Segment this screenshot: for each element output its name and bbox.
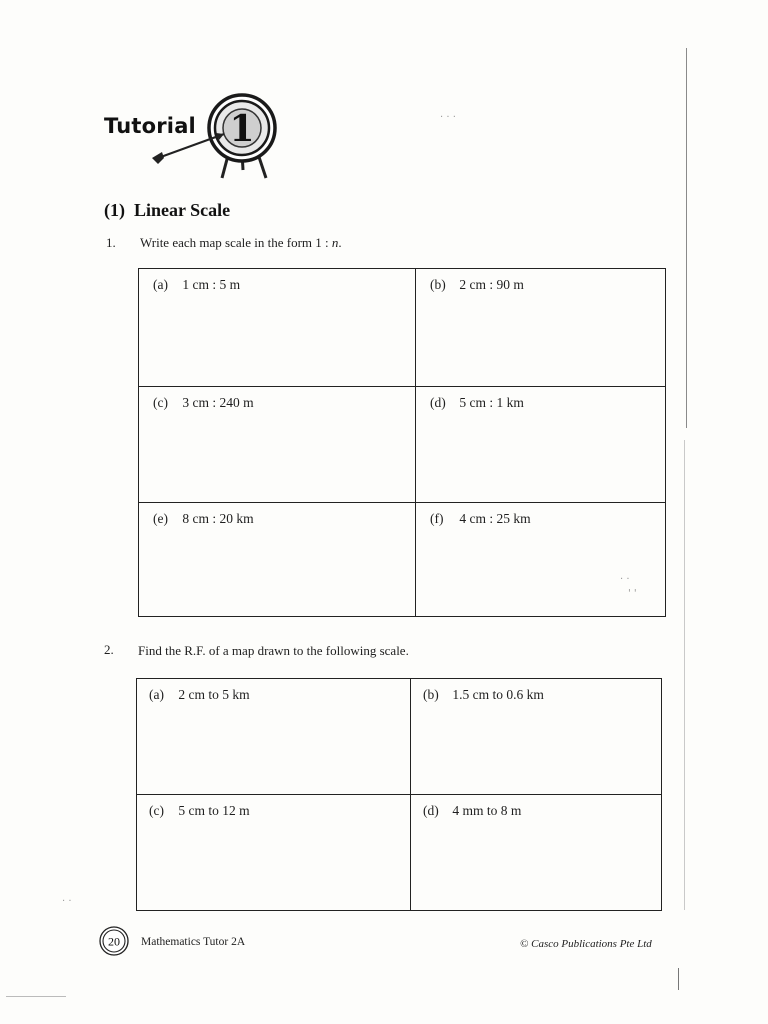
answer-cell[interactable]: (b) 2 cm : 90 m: [416, 269, 666, 387]
scan-speck: ' ': [628, 588, 637, 599]
scan-speck: · ·: [62, 896, 72, 907]
answer-cell[interactable]: (d) 5 cm : 1 km: [416, 387, 666, 503]
question-2-prompt: Find the R.F. of a map drawn to the following scale.: [138, 643, 409, 658]
tutorial-title: Tutorial: [104, 114, 196, 138]
tutorial-number: 1: [229, 108, 255, 150]
page-number-badge: [99, 926, 129, 956]
copyright-notice: © Casco Publications Pte Ltd: [520, 938, 652, 950]
question-1-number: 1.: [106, 235, 116, 250]
answer-cell[interactable]: (c) 3 cm : 240 m: [139, 387, 416, 503]
scan-speck: · · ·: [440, 112, 456, 123]
question-1-prompt: Write each map scale in the form 1 : n.: [140, 235, 342, 250]
question-2-number: 2.: [104, 642, 114, 657]
page-number: 20: [108, 934, 120, 949]
scan-bottom-line: [6, 996, 66, 997]
section-title: [104, 200, 230, 221]
answer-cell[interactable]: (d) 4 mm to 8 m: [411, 795, 662, 911]
question-2-answer-grid: [136, 678, 662, 911]
book-title: Mathematics Tutor 2A: [141, 936, 246, 948]
question-1-answer-grid: [138, 268, 666, 617]
answer-cell[interactable]: (a) 2 cm to 5 km: [137, 679, 411, 795]
answer-cell[interactable]: (e) 8 cm : 20 km: [139, 503, 416, 617]
target-arrow-icon: [148, 86, 288, 186]
scan-edge-tick: [678, 968, 679, 990]
scan-edge-line-faint: [684, 440, 685, 910]
answer-cell[interactable]: (c) 5 cm to 12 m: [137, 795, 411, 911]
section-name: Linear Scale: [134, 200, 231, 220]
answer-cell[interactable]: (a) 1 cm : 5 m: [139, 269, 416, 387]
answer-cell[interactable]: (b) 1.5 cm to 0.6 km: [411, 679, 662, 795]
answer-cell[interactable]: (f) 4 cm : 25 km: [416, 503, 666, 617]
scan-edge-line: [686, 48, 687, 428]
scan-speck: · ·: [620, 574, 630, 585]
section-number: (1): [104, 200, 125, 220]
